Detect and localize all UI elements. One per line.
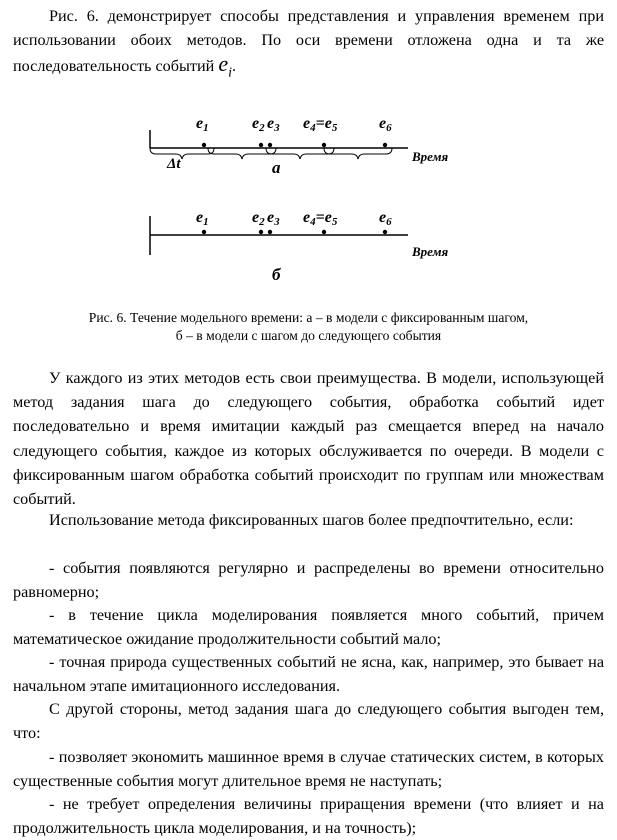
paragraph-advantages: У каждого из этих методов есть свои преимущества. В модели, использующей метод задания шага до следующего события, обработка событий идет последовательно и время имитации каждый раз смещается вперед на начало следующего события, каждое из которых обслуживается по очереди. В модели с фиксированным шагом обработка событий происходит по группам или множествам событий. [13,369,604,509]
panel-label-b: б [272,265,281,284]
event-dot-b-4 [322,230,326,234]
event-label-a-4-5: e4=e5 [303,115,338,134]
brace-a-1 [150,148,214,159]
list-item-fixed-3: - точная природа существенных событий не ясна, как, например, это бывает на начальном этапе имитационного исследования. [13,653,604,696]
timeline-figure [0,0,617,300]
event-label-a-1: e1 [196,115,209,134]
event-label-b-2: e2 [252,209,265,228]
timeline-b [150,209,449,284]
timeline-a [150,115,449,177]
figure-caption-line-2: б – в модели с шагом до следующего события [175,328,442,343]
event-label-b-3: e3 [267,209,280,228]
event-dot-a-6 [383,143,387,147]
intro-text: Рис. 6. демонстрирует способы представления и управления временем при использовании обоих методов. По оси времени отложена одна и та же последовательность событий [13,7,604,76]
list-item-fixed-2: - в течение цикла моделирования появляется много событий, причем математическое ожидание продолжительности событий мало; [13,606,604,649]
event-dot-b-6 [383,230,387,234]
event-label-b-1: e1 [196,209,209,228]
event-dot-a-4 [322,143,326,147]
event-dot-a-1 [202,143,206,147]
event-label-a-3: e3 [267,115,280,134]
list-item-next-2: - не требует определения величины приращения времени (что влияет и на продолжительность цикла моделирования, и на точность); [13,795,604,838]
event-symbol: $e_i$ [218,51,232,81]
axis-label-a: Время [412,149,449,164]
event-label-b-6: e6 [379,209,392,228]
delta-t-label: Δt [167,156,181,172]
list-item-next-1: - позволяет экономить машинное время в случае статических систем, в которых существенные события могут длительное время не наступать; [13,748,604,791]
event-dot-a-3 [268,143,272,147]
event-dot-b-2 [259,230,263,234]
panel-label-a: а [272,158,281,177]
event-dot-b-1 [202,230,206,234]
intro-paragraph: Рис. 6. демонстрирует способы представления и управления временем при использовании обоих методов. По оси времени отложена одна и та же последовательность событий $e_i$. [13,7,604,81]
figure-caption-line-1: Рис. 6. Течение модельного времени: а – в модели с фиксированным шагом, [88,310,529,325]
event-label-a-2: e2 [252,115,265,134]
list-item-fixed-1: - события появляются регулярно и распределены во времени относительно равномерно; [13,559,604,602]
event-dot-a-2 [259,143,263,147]
paragraph-fixed-step-intro: Использование метода фиксированных шагов более предпочтительно, если: [49,511,574,529]
event-label-b-4-5: e4=e5 [303,209,338,228]
paragraph-next-event-intro: С другой стороны, метод задания шага до следующего события выгоден тем, что: [13,700,604,743]
event-dot-b-3 [268,230,272,234]
axis-label-b: Время [412,244,449,259]
event-label-a-6: e6 [379,115,392,134]
